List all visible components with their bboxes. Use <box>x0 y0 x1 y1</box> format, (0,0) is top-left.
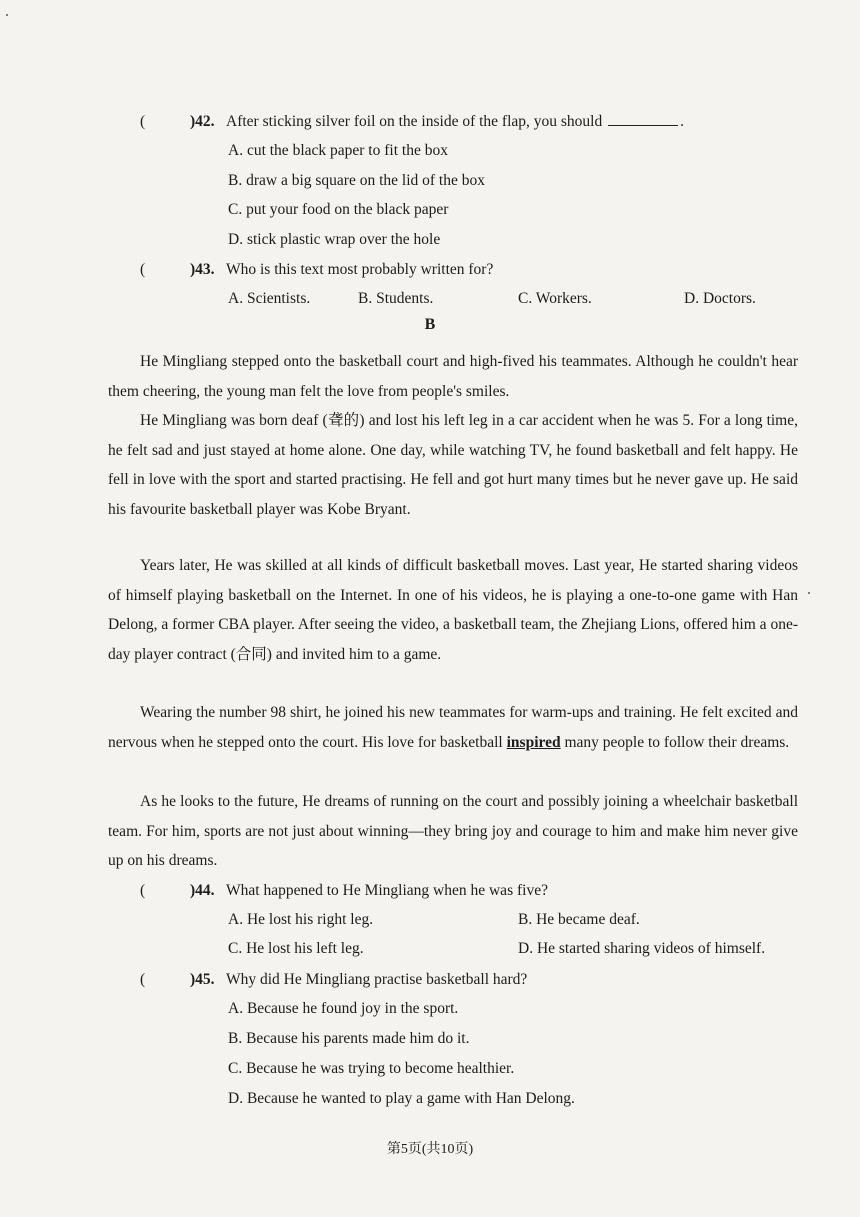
option-a[interactable]: A. Because he found joy in the sport. <box>228 1000 459 1017</box>
passage-paragraph-4: Wearing the number 98 shirt, he joined his new teammates for warm-ups and training. He felt excited and nervous when he stepped onto the court. His love for basketball inspired many people to follow their dreams. <box>108 704 798 751</box>
scan-speck <box>6 14 8 16</box>
option-b[interactable]: B. draw a big square on the lid of the box <box>228 172 485 189</box>
question-42 <box>140 108 820 136</box>
answer-blank[interactable] <box>608 109 678 126</box>
question-text: What happened to He Mingliang when he was five? <box>226 882 548 899</box>
question-number: )42. <box>190 113 215 130</box>
question-44 <box>140 877 820 905</box>
option-d[interactable]: D. Doctors. <box>684 290 756 307</box>
passage-paragraph-5: As he looks to the future, He dreams of running on the court and possibly joining a wheelchair basketball team. For him, sports are not just about winning—they bring joy and courage to him and make him never give up on his dreams. <box>108 793 798 869</box>
question-number: )45. <box>190 971 215 988</box>
option-c[interactable]: C. put your food on the black paper <box>228 201 449 218</box>
answer-bracket[interactable]: ( <box>140 971 146 988</box>
question-number: )43. <box>190 261 215 278</box>
option-d[interactable]: D. He started sharing videos of himself. <box>518 940 766 957</box>
option-b[interactable]: B. Students. <box>358 290 434 307</box>
option-a[interactable]: A. He lost his right leg. <box>228 911 374 928</box>
answer-bracket[interactable]: ( <box>140 882 146 899</box>
passage-paragraph-2: He Mingliang was born deaf (聋的) and lost his left leg in a car accident when he was 5. For a long time, he felt sad and just stayed at home alone. One day, while watching TV, he found basketball and felt happy. He fell in love with the sport and started practising. He fell and got hurt many times but he never gave up. He said his favourite basketball player was Kobe Bryant. <box>108 412 798 518</box>
question-text: Why did He Mingliang practise basketball hard? <box>226 971 528 988</box>
answer-bracket[interactable]: ( <box>140 113 146 130</box>
passage-paragraph-3: Years later, He was skilled at all kinds of difficult basketball moves. Last year, He started sharing videos of himself playing basketball on the Internet. In one of his videos, he is playing a one-to-one game with Han Delong, a former CBA player. After seeing the video, a basketball team, the Zhejiang Lions, offered him a one-day player contract (合同) and invited him to a game. <box>108 557 798 663</box>
question-45 <box>140 966 820 994</box>
passage-paragraph-1: He Mingliang stepped onto the basketball court and high-fived his teammates. Although he couldn't hear them cheering, the young man felt the love from people's smiles. <box>108 353 798 400</box>
question-text: After sticking silver foil on the inside of the flap, you should . <box>226 108 684 136</box>
option-b[interactable]: B. Because his parents made him do it. <box>228 1030 470 1047</box>
section-title: B <box>424 316 436 333</box>
question-text: Who is this text most probably written for? <box>226 261 494 278</box>
page-number: 第5页(共10页) <box>386 1142 474 1157</box>
scan-speck <box>808 592 810 594</box>
option-c[interactable]: C. Workers. <box>518 290 592 307</box>
option-c[interactable]: C. Because he was trying to become healthier. <box>228 1060 515 1077</box>
underlined-word: inspired <box>506 733 561 751</box>
option-d[interactable]: D. Because he wanted to play a game with Han Delong. <box>228 1090 575 1107</box>
question-number: )44. <box>190 882 215 899</box>
option-a[interactable]: A. cut the black paper to fit the box <box>228 142 448 159</box>
question-43 <box>140 256 820 284</box>
answer-bracket[interactable]: ( <box>140 261 146 278</box>
option-b[interactable]: B. He became deaf. <box>518 911 640 928</box>
option-c[interactable]: C. He lost his left leg. <box>228 940 364 957</box>
option-a[interactable]: A. Scientists. <box>228 290 311 307</box>
option-d[interactable]: D. stick plastic wrap over the hole <box>228 231 441 248</box>
